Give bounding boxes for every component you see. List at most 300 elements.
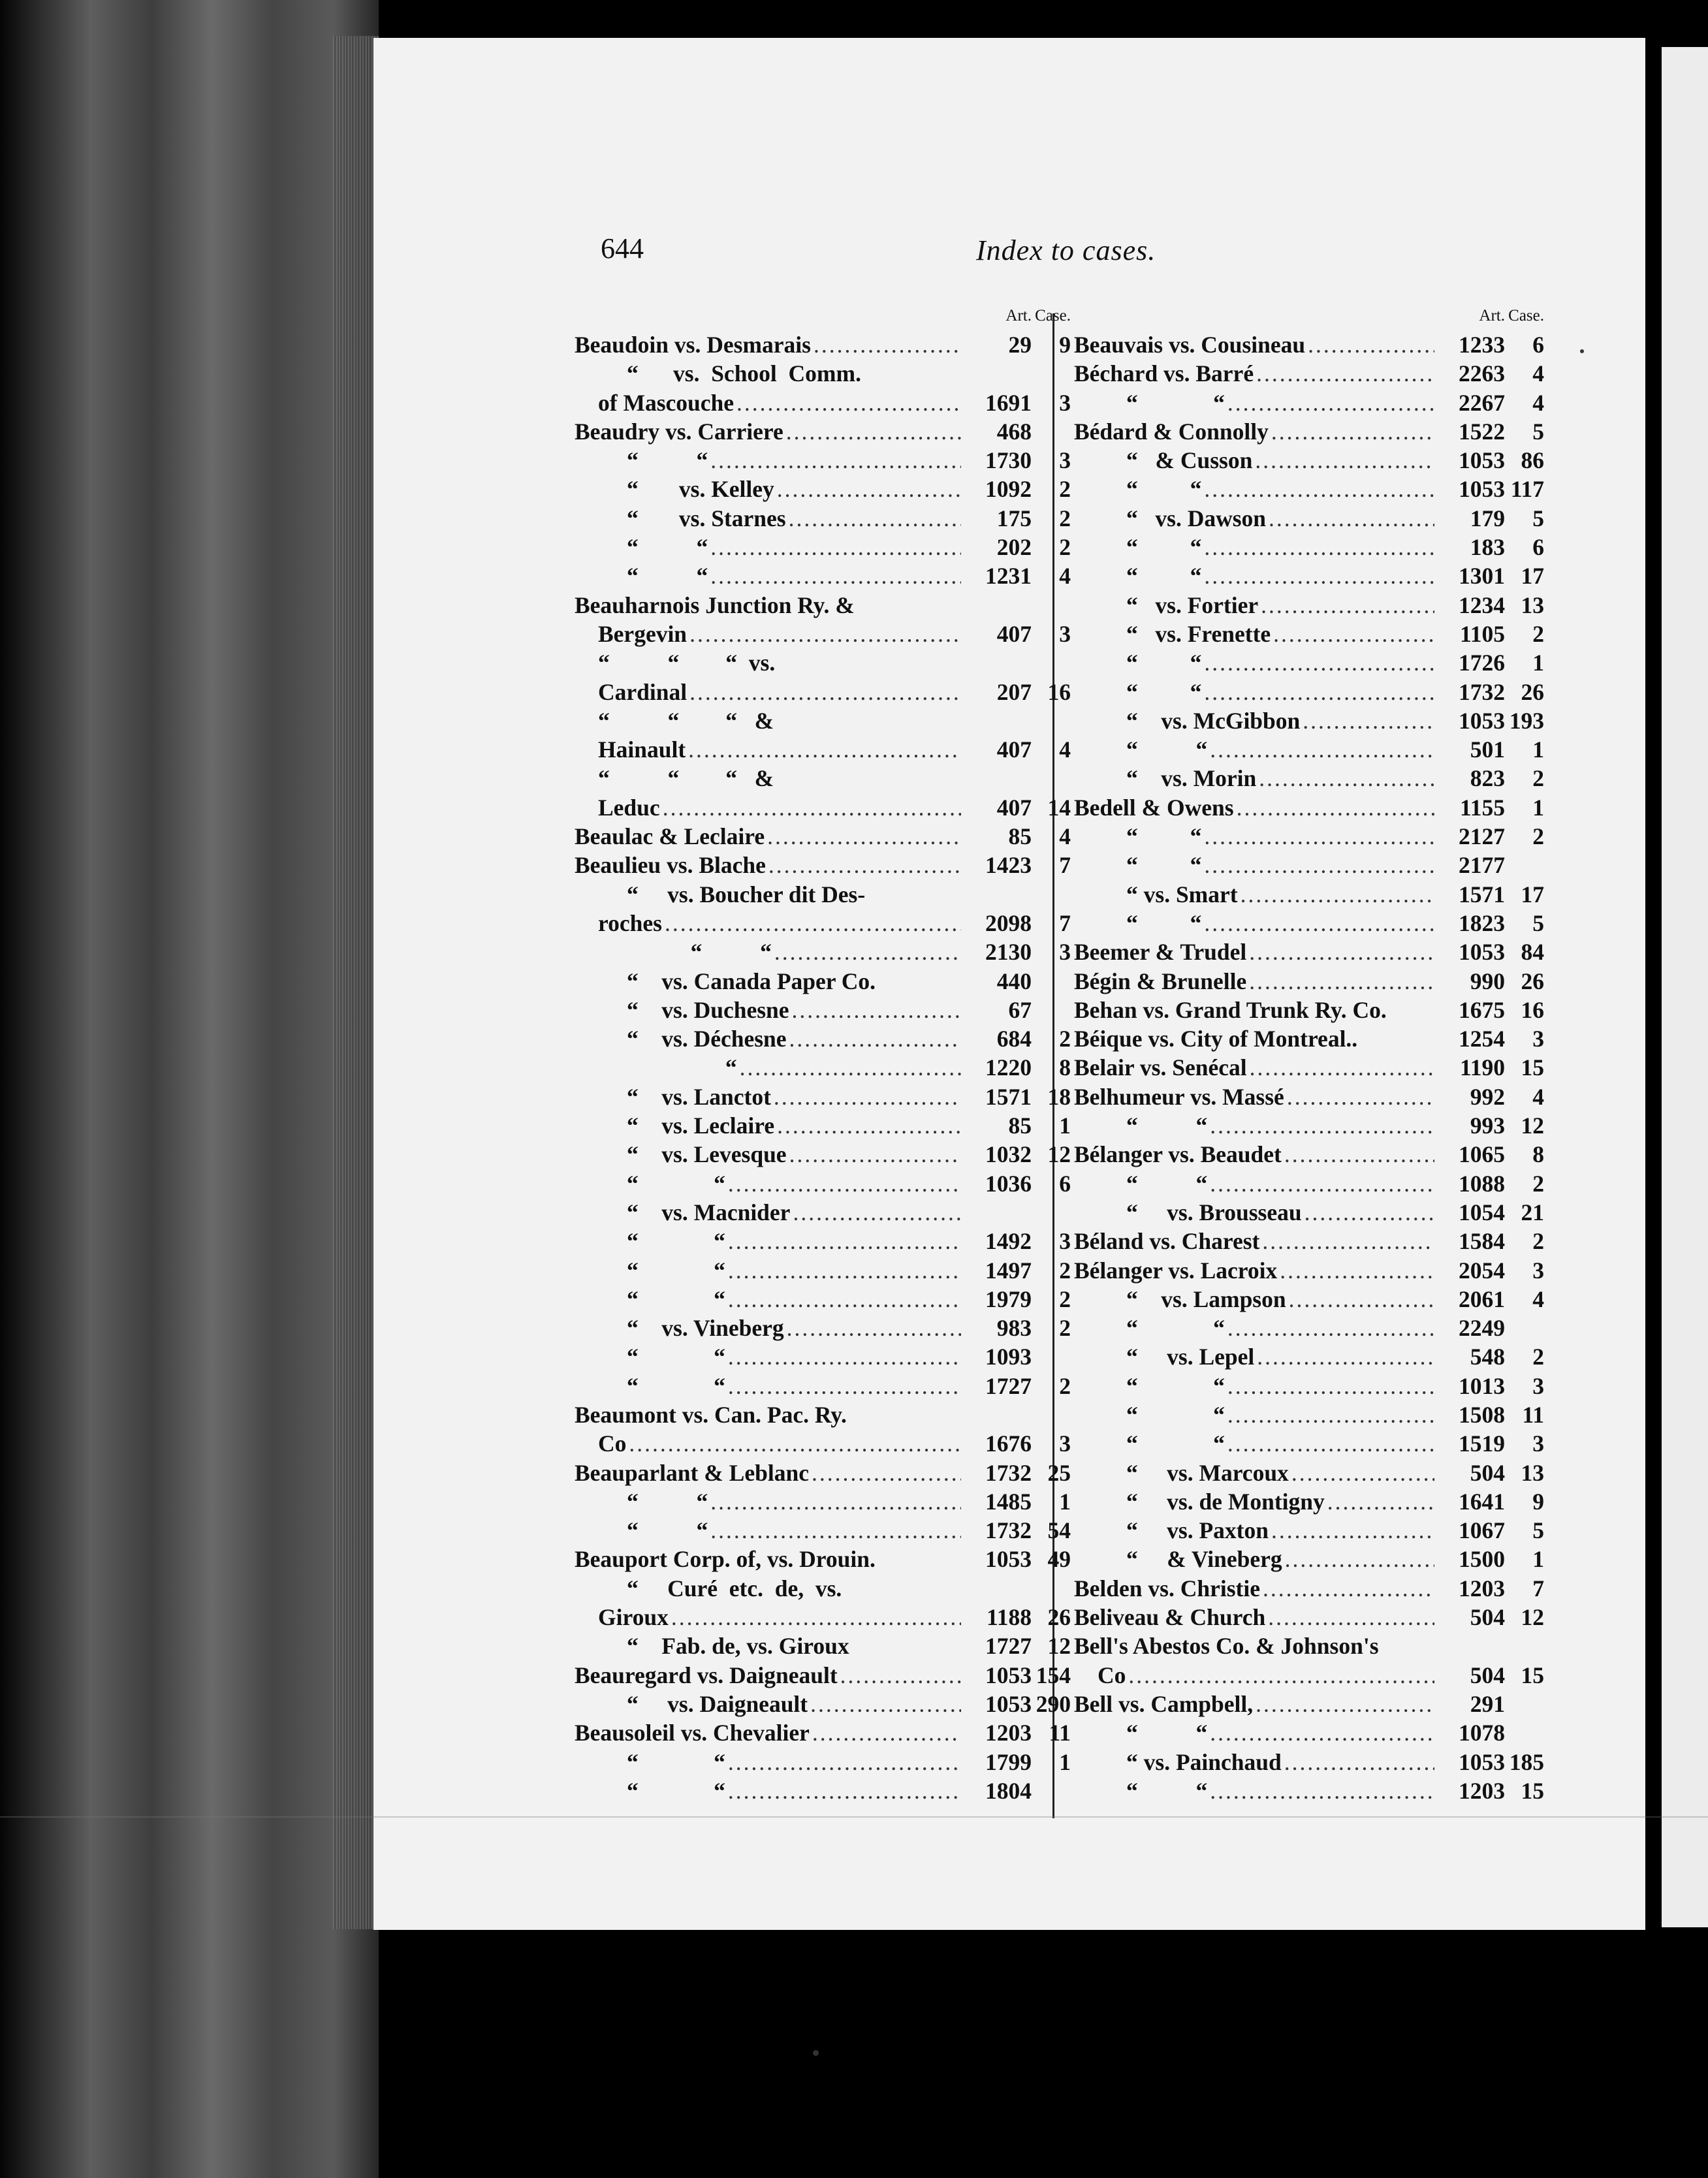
case-number: 2 xyxy=(1059,534,1071,561)
entry-label: Beemer & Trudel xyxy=(1074,939,1247,966)
entry-label: “ “ xyxy=(1126,852,1202,879)
article-number: 85 xyxy=(1008,823,1032,850)
dot-leader xyxy=(1227,1372,1434,1400)
entry-label-cell xyxy=(1074,417,1434,446)
article-number: 29 xyxy=(1008,332,1032,358)
index-entry xyxy=(575,475,1071,503)
article-number: 67 xyxy=(1008,996,1032,1023)
case-number: 26 xyxy=(1047,1604,1071,1631)
article-number: 1155 xyxy=(1459,794,1505,821)
entry-label-cell xyxy=(575,504,961,533)
dot-leader xyxy=(1204,475,1434,503)
running-title: Index to cases. xyxy=(976,234,1156,266)
case-number: 9 xyxy=(1059,332,1071,358)
dot-leader xyxy=(1249,967,1434,996)
entry-label: “ vs. Starnes xyxy=(627,505,786,531)
entry-label-cell xyxy=(575,648,961,677)
dot-leader xyxy=(1210,1169,1434,1198)
case-number: 14 xyxy=(1047,794,1071,821)
article-number: 1571 xyxy=(985,1083,1032,1110)
article-number: 1053 xyxy=(1459,476,1505,503)
article-number: 1584 xyxy=(1459,1228,1505,1255)
entry-label: “ “ xyxy=(1126,476,1202,503)
article-number: 291 xyxy=(1470,1690,1505,1717)
article-number: 993 xyxy=(1470,1113,1505,1139)
index-entry xyxy=(575,504,1071,533)
index-entry xyxy=(1074,706,1544,735)
entry-label: “ & Cusson xyxy=(1126,447,1253,474)
case-number: 2 xyxy=(1532,1170,1544,1197)
entry-label-cell xyxy=(1074,1082,1434,1111)
index-entry xyxy=(575,880,1071,909)
case-number: 1 xyxy=(1532,794,1544,821)
entry-label-cell xyxy=(1074,822,1434,851)
entry-label-cell xyxy=(575,822,961,851)
entry-label-cell xyxy=(1074,561,1434,590)
article-number: 407 xyxy=(996,620,1032,647)
entry-label: “ “ xyxy=(1126,389,1225,416)
article-number: 1979 xyxy=(985,1286,1032,1312)
entry-label: “ vs. Macnider xyxy=(627,1199,791,1225)
article-number: 1823 xyxy=(1459,909,1505,936)
article-number: 1691 xyxy=(985,389,1032,416)
entry-label: Beaumont vs. Can. Pac. Ry. xyxy=(575,1401,847,1428)
entry-label: roches xyxy=(598,909,662,936)
entry-label: Behan vs. Grand Trunk Ry. Co. xyxy=(1074,996,1387,1023)
entry-label: Béchard vs. Barré xyxy=(1074,360,1254,387)
entry-label: Beaudry vs. Carriere xyxy=(575,418,783,445)
index-entry xyxy=(1074,475,1544,503)
book-spine xyxy=(0,0,379,2178)
entry-label-cell xyxy=(1074,996,1434,1024)
entry-label: Hainault xyxy=(598,736,686,763)
dot-leader xyxy=(1250,1053,1434,1082)
left-column-header xyxy=(575,307,1071,330)
entry-label: of Mascouche xyxy=(598,389,735,416)
index-entry xyxy=(575,1342,1071,1371)
entry-label-cell xyxy=(1074,1748,1434,1776)
entry-label-cell xyxy=(575,1718,961,1747)
entry-label: “ “ xyxy=(627,1372,725,1399)
index-entry xyxy=(575,996,1071,1024)
index-entry xyxy=(575,1603,1071,1632)
entry-label-cell xyxy=(575,561,961,590)
dot-leader xyxy=(688,735,961,764)
dot-leader xyxy=(1256,359,1434,388)
case-number: 12 xyxy=(1047,1633,1071,1660)
entry-label: “ vs. Paxton xyxy=(1126,1517,1269,1544)
index-entry xyxy=(575,735,1071,764)
dot-leader xyxy=(710,1487,961,1516)
case-number: 3 xyxy=(1059,447,1071,474)
case-number: 1 xyxy=(1532,1546,1544,1573)
entry-label: Bedell & Owens xyxy=(1074,794,1234,821)
index-entry xyxy=(1074,735,1544,764)
entry-label-cell xyxy=(575,1169,961,1198)
article-number: 2249 xyxy=(1459,1315,1505,1342)
entry-label-cell xyxy=(575,735,961,764)
entry-label-cell xyxy=(1074,1169,1434,1198)
entry-label: “ “ “ & xyxy=(598,707,774,734)
entry-label-cell xyxy=(1074,330,1434,359)
entry-label: “ vs. Dawson xyxy=(1126,505,1267,531)
entry-label-cell xyxy=(575,1545,961,1573)
article-number: 1727 xyxy=(985,1633,1032,1660)
entry-label: “ vs. de Montigny xyxy=(1126,1488,1325,1515)
case-number: 26 xyxy=(1521,678,1544,705)
index-entry xyxy=(1074,1314,1544,1342)
index-entry xyxy=(1074,1545,1544,1573)
index-entry xyxy=(1074,1342,1544,1371)
dot-leader xyxy=(1271,417,1434,446)
entry-label: “ “ xyxy=(627,1170,725,1197)
entry-label: “ “ xyxy=(1126,1401,1225,1428)
case-number: 54 xyxy=(1047,1517,1071,1544)
case-number: 1 xyxy=(1059,1748,1071,1775)
dot-leader xyxy=(812,1718,961,1747)
entry-label: “ “ xyxy=(627,447,708,474)
entry-label: “ vs. Canada Paper Co. xyxy=(627,968,876,994)
dot-leader xyxy=(728,1227,961,1255)
article-number: 1234 xyxy=(1459,592,1505,618)
index-entry xyxy=(575,1256,1071,1285)
index-entry xyxy=(575,706,1071,735)
case-number: 12 xyxy=(1047,1141,1071,1168)
dot-leader xyxy=(767,822,961,851)
ink-speck xyxy=(813,2050,819,2056)
index-entry xyxy=(575,359,1071,388)
entry-label: “ vs. Leclaire xyxy=(627,1113,775,1139)
dot-leader xyxy=(1204,851,1434,879)
case-number: 21 xyxy=(1521,1199,1544,1225)
dot-leader xyxy=(1261,591,1434,620)
page-edges xyxy=(333,36,379,1929)
entry-label: “ vs. Vineberg xyxy=(627,1315,784,1342)
article-number: 1519 xyxy=(1459,1430,1505,1457)
entry-label-cell xyxy=(1074,1776,1434,1805)
entry-label-cell xyxy=(1074,1314,1434,1342)
case-header: Case. xyxy=(1035,307,1071,324)
entry-label: “ “ xyxy=(627,1228,725,1255)
dot-leader xyxy=(1291,1459,1434,1487)
article-number: 1088 xyxy=(1459,1170,1505,1197)
case-number: 25 xyxy=(1047,1459,1071,1486)
entry-label-cell xyxy=(1074,1024,1434,1053)
entry-label: Bélanger vs. Beaudet xyxy=(1074,1141,1282,1168)
index-entry xyxy=(575,388,1071,417)
article-number: 1732 xyxy=(985,1459,1032,1486)
article-number: 175 xyxy=(996,505,1032,531)
right-column-header xyxy=(1074,307,1544,330)
dot-leader xyxy=(774,1082,961,1111)
article-number: 1730 xyxy=(985,447,1032,474)
index-entry xyxy=(1074,793,1544,822)
article-number: 1203 xyxy=(1459,1575,1505,1602)
case-number: 3 xyxy=(1059,1430,1071,1457)
dot-leader xyxy=(1204,648,1434,677)
dot-leader xyxy=(689,678,961,706)
dot-leader xyxy=(1204,909,1434,938)
index-entry xyxy=(575,330,1071,359)
index-entry xyxy=(575,1748,1071,1776)
entry-label: “ “ xyxy=(627,534,708,561)
dot-leader xyxy=(768,851,961,879)
case-number: 49 xyxy=(1047,1546,1071,1573)
dot-leader xyxy=(792,996,961,1024)
index-entry xyxy=(575,1024,1071,1053)
entry-label: “ “ xyxy=(1126,823,1202,850)
article-number: 1301 xyxy=(1459,563,1505,590)
entry-label: Beauharnois Junction Ry. & xyxy=(575,592,855,618)
article-number: 1732 xyxy=(1459,678,1505,705)
entry-label-cell xyxy=(1074,1285,1434,1314)
index-entry xyxy=(1074,1459,1544,1487)
entry-label-cell xyxy=(575,1082,961,1111)
entry-label-cell xyxy=(575,1256,961,1285)
case-number: 16 xyxy=(1521,996,1544,1023)
entry-label: “ “ xyxy=(1126,736,1208,763)
case-number: 3 xyxy=(1532,1257,1544,1284)
article-number: 823 xyxy=(1470,765,1505,792)
entry-label: Leduc xyxy=(598,794,660,821)
article-number: 2061 xyxy=(1459,1286,1505,1312)
case-number: 1 xyxy=(1532,736,1544,763)
index-entry xyxy=(1074,1227,1544,1255)
dot-leader xyxy=(1210,1718,1434,1747)
index-entry xyxy=(1074,1429,1544,1458)
index-entry xyxy=(1074,938,1544,966)
index-entry xyxy=(575,1400,1071,1429)
article-number: 1727 xyxy=(985,1372,1032,1399)
index-entry xyxy=(575,851,1071,879)
article-number: 1078 xyxy=(1459,1720,1505,1746)
index-entry xyxy=(1074,533,1544,561)
article-number: 407 xyxy=(996,736,1032,763)
index-entry xyxy=(575,1690,1071,1718)
entry-label: “ “ xyxy=(627,1777,725,1804)
entry-label-cell xyxy=(575,996,961,1024)
entry-label: “ “ xyxy=(1126,678,1202,705)
index-entry xyxy=(575,1632,1071,1660)
index-entry xyxy=(1074,1024,1544,1053)
index-entry xyxy=(1074,1285,1544,1314)
article-number: 1492 xyxy=(985,1228,1032,1255)
article-number: 179 xyxy=(1470,505,1505,531)
index-entry xyxy=(1074,967,1544,996)
entry-label-cell xyxy=(1074,1632,1434,1660)
index-entry xyxy=(575,1661,1071,1690)
index-entry xyxy=(575,1111,1071,1140)
entry-label-cell xyxy=(1074,648,1434,677)
entry-label: “ “ “ & xyxy=(598,765,774,792)
case-number: 86 xyxy=(1521,447,1544,474)
entry-label: Béique vs. City of Montreal.. xyxy=(1074,1026,1358,1052)
article-number: 1732 xyxy=(985,1517,1032,1544)
article-number: 1053 xyxy=(1459,1748,1505,1775)
index-entry xyxy=(575,1574,1071,1603)
entry-label-cell xyxy=(575,938,961,966)
dot-leader xyxy=(728,1776,961,1805)
dot-leader xyxy=(789,504,961,533)
index-entry xyxy=(575,1082,1071,1111)
article-number: 2130 xyxy=(985,939,1032,966)
dot-leader xyxy=(787,1314,961,1342)
entry-label-cell xyxy=(575,533,961,561)
entry-label-cell xyxy=(575,417,961,446)
entry-label-cell xyxy=(575,1314,961,1342)
case-number: 5 xyxy=(1532,909,1544,936)
index-entry xyxy=(1074,330,1544,359)
dot-leader xyxy=(777,1111,961,1140)
index-entry xyxy=(1074,1574,1544,1603)
index-entry xyxy=(575,1227,1071,1255)
index-entry xyxy=(575,1516,1071,1545)
dot-leader xyxy=(789,1024,961,1053)
dot-leader xyxy=(1255,446,1434,475)
article-number: 1804 xyxy=(985,1777,1032,1804)
case-number: 290 xyxy=(1036,1690,1071,1717)
article-number: 1053 xyxy=(1459,939,1505,966)
case-number: 3 xyxy=(1532,1372,1544,1399)
entry-label-cell xyxy=(575,1053,961,1082)
entry-label-cell xyxy=(1074,938,1434,966)
entry-label: Belhumeur vs. Massé xyxy=(1074,1083,1284,1110)
entry-label-cell xyxy=(1074,1545,1434,1573)
case-number: 4 xyxy=(1059,563,1071,590)
index-entry xyxy=(1074,1661,1544,1690)
entry-label: Beauport Corp. of, vs. Drouin. xyxy=(575,1546,876,1573)
entry-label-cell xyxy=(575,678,961,706)
entry-label-cell xyxy=(1074,1342,1434,1371)
index-entry xyxy=(1074,1748,1544,1776)
case-number: 15 xyxy=(1521,1054,1544,1081)
dot-leader xyxy=(710,533,961,561)
dot-leader xyxy=(1210,1776,1434,1805)
article-number: 1522 xyxy=(1459,418,1505,445)
page-number: 644 xyxy=(601,232,644,264)
index-entry xyxy=(575,909,1071,938)
index-entry xyxy=(1074,1169,1544,1198)
entry-label: Bell vs. Campbell, xyxy=(1074,1690,1254,1717)
dot-leader xyxy=(793,1198,961,1227)
article-number: 1053 xyxy=(1459,707,1505,734)
dot-leader xyxy=(789,1140,961,1169)
article-number: 207 xyxy=(996,678,1032,705)
entry-label: Beaudoin vs. Desmarais xyxy=(575,332,811,358)
dot-leader xyxy=(1262,1227,1434,1255)
case-number: 13 xyxy=(1521,592,1544,618)
dot-leader xyxy=(1204,533,1434,561)
dot-leader xyxy=(1273,620,1434,648)
article-number: 983 xyxy=(996,1315,1032,1342)
index-entry xyxy=(1074,359,1544,388)
entry-label-cell xyxy=(1074,1198,1434,1227)
dot-leader xyxy=(1308,330,1434,359)
case-number: 4 xyxy=(1059,823,1071,850)
index-entry xyxy=(1074,1718,1544,1747)
article-number: 1032 xyxy=(985,1141,1032,1168)
article-number: 1067 xyxy=(1459,1517,1505,1544)
index-entry xyxy=(575,678,1071,706)
entry-label-cell xyxy=(1074,504,1434,533)
article-number: 501 xyxy=(1470,736,1505,763)
case-number: 185 xyxy=(1509,1748,1544,1775)
entry-label-cell xyxy=(1074,706,1434,735)
entry-label: Beliveau & Church xyxy=(1074,1604,1266,1631)
entry-label-cell xyxy=(1074,359,1434,388)
entry-label-cell xyxy=(1074,1053,1434,1082)
entry-label: “ “ xyxy=(1126,1720,1208,1746)
index-entry xyxy=(1074,1776,1544,1805)
entry-label: “ “ xyxy=(1126,1315,1225,1342)
article-number: 1092 xyxy=(985,476,1032,503)
index-entry xyxy=(1074,678,1544,706)
entry-label-cell xyxy=(575,1603,961,1632)
entry-label: “ vs. Lampson xyxy=(1126,1286,1286,1312)
case-number: 2 xyxy=(1059,476,1071,503)
dot-leader xyxy=(1204,561,1434,590)
case-number: 5 xyxy=(1532,1517,1544,1544)
entry-label-cell xyxy=(1074,620,1434,648)
article-number: 1036 xyxy=(985,1170,1032,1197)
dot-leader xyxy=(810,1690,961,1718)
entry-label-cell xyxy=(575,1748,961,1776)
entry-label: “ “ xyxy=(1126,1113,1208,1139)
entry-label-cell xyxy=(575,1632,961,1660)
entry-label-cell xyxy=(1074,1227,1434,1255)
entry-label-cell xyxy=(1074,735,1434,764)
entry-label: Beaulac & Leclaire xyxy=(575,823,765,850)
article-number: 504 xyxy=(1470,1662,1505,1688)
entry-label-cell xyxy=(575,1372,961,1400)
entry-label-cell xyxy=(575,388,961,417)
article-number: 2127 xyxy=(1459,823,1505,850)
entry-label-cell xyxy=(575,909,961,938)
index-entry xyxy=(1074,1111,1544,1140)
index-entry xyxy=(1074,1053,1544,1082)
entry-label-cell xyxy=(575,1574,961,1603)
entry-label: “ “ xyxy=(627,1344,725,1370)
article-number: 1188 xyxy=(986,1604,1032,1631)
case-number: 6 xyxy=(1532,534,1544,561)
entry-label-cell xyxy=(1074,1487,1434,1516)
article-number: 1053 xyxy=(1459,447,1505,474)
entry-label-cell xyxy=(575,1459,961,1487)
entry-label: “ vs. Daigneault xyxy=(627,1690,808,1717)
case-number: 15 xyxy=(1521,1662,1544,1688)
entry-label: “ “ xyxy=(1126,909,1202,936)
case-number: 3 xyxy=(1059,620,1071,647)
article-number: 1676 xyxy=(985,1430,1032,1457)
entry-label-cell xyxy=(1074,1718,1434,1747)
case-number: 2 xyxy=(1532,823,1544,850)
case-number: 8 xyxy=(1532,1141,1544,1168)
article-number: 1497 xyxy=(985,1257,1032,1284)
article-number: 407 xyxy=(996,794,1032,821)
dot-leader xyxy=(1210,735,1434,764)
entry-label-cell xyxy=(1074,1140,1434,1169)
index-entry xyxy=(1074,880,1544,909)
entry-label-cell xyxy=(575,764,961,793)
article-number: 1054 xyxy=(1459,1199,1505,1225)
case-number: 4 xyxy=(1532,360,1544,387)
entry-label-cell xyxy=(575,706,961,735)
index-entry xyxy=(1074,1632,1544,1660)
article-number: 1423 xyxy=(985,852,1032,879)
entry-label-cell xyxy=(575,851,961,879)
entry-label: “ vs. McGibbon xyxy=(1126,707,1301,734)
index-entry xyxy=(575,446,1071,475)
